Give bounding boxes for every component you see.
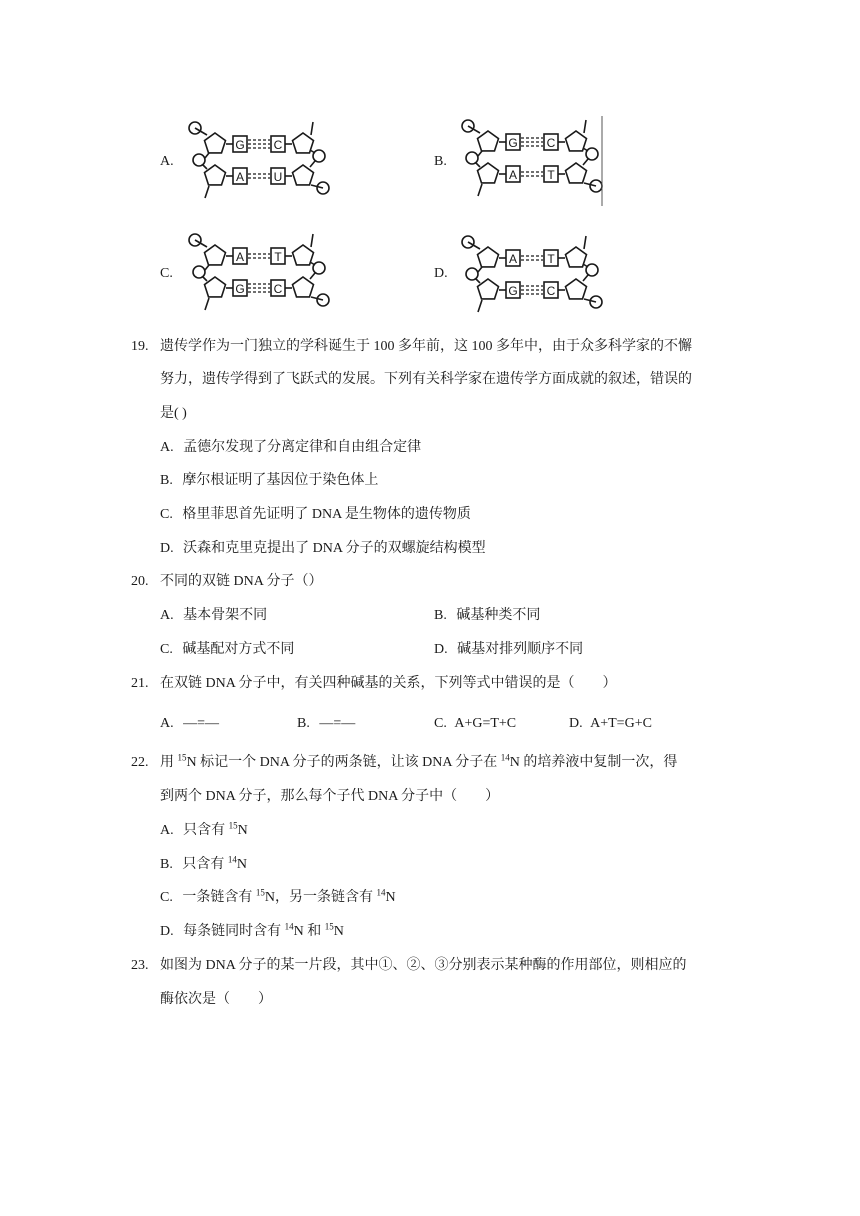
backbone-line — [311, 234, 313, 247]
base-letter: G — [508, 284, 518, 298]
q22-option-c-label: C. — [160, 890, 173, 905]
q20-option-d-text: 碱基对排列顺序不同 — [457, 642, 584, 657]
backbone-line — [478, 151, 482, 156]
base-letter: A — [235, 170, 245, 184]
base-letter: C — [273, 282, 283, 296]
dna-diagram-b — [458, 114, 606, 208]
q19-option-d-text: 沃森和克里克提出了 DNA 分子的双螺旋结构模型 — [183, 541, 486, 556]
base-letter: G — [235, 282, 245, 296]
base-letter: C — [273, 138, 283, 152]
q21-option-a-text: —=— — [183, 716, 220, 731]
q20-option-d-label: D. — [434, 642, 448, 657]
backbone-line — [310, 161, 315, 167]
q21-option-d-text: A+T=G+C — [590, 716, 652, 731]
base-letter: T — [547, 168, 555, 182]
q20-option-c-label: C. — [160, 642, 173, 657]
option-d-label: D. — [434, 266, 448, 281]
q21-option-a-label: A. — [160, 716, 174, 731]
phosphate-circle — [466, 268, 478, 280]
q21-option-d-label: D. — [569, 716, 583, 731]
base-letter: A — [235, 250, 245, 264]
backbone-line — [478, 184, 482, 196]
q22-option-d-label: D. — [160, 924, 174, 939]
sugar-pentagon — [205, 165, 226, 185]
backbone-line — [584, 236, 586, 249]
q19-option-d — [160, 539, 486, 559]
q22-option-d — [160, 922, 344, 942]
q22-stem-part: 用 — [160, 755, 178, 770]
backbone-line — [476, 163, 480, 167]
base-letter: U — [273, 170, 283, 184]
backbone-line — [205, 265, 209, 270]
q22-option-a-label: A. — [160, 823, 174, 838]
option-a-label: A. — [160, 154, 174, 169]
q21-option-b — [297, 714, 355, 734]
q21-option-c-label: C. — [434, 716, 447, 731]
sugar-pentagon — [205, 133, 226, 153]
q22-number: 22. — [131, 755, 149, 770]
q20-option-c — [160, 640, 294, 660]
q22-stem-part: N 的培养液中复制一次，得 — [509, 755, 678, 770]
q22-option-b-label: B. — [160, 857, 173, 872]
q21-stem: 在双链 DNA 分子中，有关四种碱基的关系，下列等式中错误的是（ ） — [160, 676, 617, 691]
sugar-pentagon — [478, 247, 499, 267]
option-b-label: B. — [434, 154, 447, 169]
base-letter: T — [547, 252, 555, 266]
q19-stem-line2: 努力，遗传学得到了飞跃式的发展。下列有关科学家在遗传学方面成就的叙述，错误的 — [160, 372, 692, 387]
base-letter: T — [274, 250, 282, 264]
dna-diagram-a — [185, 116, 335, 206]
isotope-superscript: 15 — [228, 820, 238, 831]
backbone-line — [478, 267, 482, 272]
q22-option-d-text: N — [333, 924, 344, 939]
q20-option-d — [434, 640, 583, 660]
q22-stem-part: N 标记一个 DNA 分子的两条链，让该 DNA 分子在 — [186, 755, 501, 770]
q21-option-a — [160, 714, 219, 734]
q21-option-b-label: B. — [297, 716, 310, 731]
q19-stem-line3: 是( ) — [160, 406, 187, 421]
q20-option-b-label: B. — [434, 608, 447, 623]
q23-number: 23. — [131, 958, 149, 973]
q19-option-c-text: 格里菲思首先证明了 DNA 是生物体的遗传物质 — [182, 507, 471, 522]
q20-option-a-text: 基本骨架不同 — [183, 608, 268, 623]
backbone-line — [310, 273, 315, 279]
q22-option-d-text: N 和 — [293, 924, 325, 939]
sugar-pentagon — [478, 163, 499, 183]
q19-option-d-label: D. — [160, 541, 174, 556]
backbone-line — [205, 298, 209, 310]
q22-option-a-text: 只含有 — [183, 823, 229, 838]
q22-option-c-text: 一条链含有 — [182, 890, 256, 905]
q22-option-b-text: N — [236, 857, 247, 872]
phosphate-circle — [193, 154, 205, 166]
backbone-line — [205, 186, 209, 198]
sugar-pentagon — [293, 277, 314, 297]
base-letter: A — [508, 168, 518, 182]
isotope-superscript: 15 — [255, 887, 265, 898]
phosphate-circle — [586, 264, 598, 276]
backbone-line — [583, 275, 588, 281]
q19-option-c-label: C. — [160, 507, 173, 522]
option-c-label: C. — [160, 266, 173, 281]
q22-option-b — [160, 855, 247, 875]
sugar-pentagon — [205, 245, 226, 265]
backbone-line — [311, 122, 313, 135]
backbone-line — [583, 159, 588, 165]
backbone-line — [205, 153, 209, 158]
phosphate-circle — [193, 266, 205, 278]
q21-option-c — [434, 714, 516, 734]
q22-option-a-text: N — [237, 823, 248, 838]
phosphate-circle — [466, 152, 478, 164]
backbone-line — [478, 300, 482, 312]
q21-option-b-text: —=— — [319, 716, 356, 731]
q22-option-b-text: 只含有 — [182, 857, 228, 872]
q23-stem-line1: 如图为 DNA 分子的某一片段，其中①、②、③分别表示某种酶的作用部位，则相应的 — [160, 958, 687, 973]
q19-option-b — [160, 471, 378, 491]
q19-option-a-text: 孟德尔发现了分离定律和自由组合定律 — [183, 440, 422, 455]
backbone-line — [203, 165, 207, 169]
q20-option-b-text: 碱基种类不同 — [456, 608, 541, 623]
q22-stem-line2: 到两个 DNA 分子，那么每个子代 DNA 分子中（ ） — [160, 789, 500, 804]
q19-option-b-text: 摩尔根证明了基因位于染色体上 — [182, 473, 379, 488]
isotope-superscript: 15 — [324, 921, 334, 932]
isotope-superscript: 15 — [177, 752, 187, 763]
sugar-pentagon — [566, 279, 587, 299]
isotope-superscript: 14 — [376, 887, 386, 898]
q19-option-a — [160, 438, 421, 458]
q19-stem-line1: 遗传学作为一门独立的学科诞生于 100 多年前，这 100 多年中，由于众多科学家的不懈 — [160, 339, 692, 354]
phosphate-circle — [313, 262, 325, 274]
base-letter: C — [546, 136, 556, 150]
q19-option-c — [160, 505, 471, 525]
sugar-pentagon — [293, 165, 314, 185]
q22-option-c — [160, 888, 396, 908]
phosphate-circle — [313, 150, 325, 162]
sugar-pentagon — [566, 163, 587, 183]
base-letter: C — [546, 284, 556, 298]
sugar-pentagon — [478, 131, 499, 151]
q19-number: 19. — [131, 339, 149, 354]
base-letter: G — [235, 138, 245, 152]
q23-stem-line2: 酶依次是（ ） — [160, 992, 272, 1007]
q22-option-a — [160, 821, 248, 841]
phosphate-circle — [586, 148, 598, 160]
q20-stem: 不同的双链 DNA 分子（） — [160, 574, 323, 589]
q19-option-a-label: A. — [160, 440, 174, 455]
q22-option-c-text: N，另一条链含有 — [264, 890, 377, 905]
dna-diagram-c — [185, 228, 335, 318]
q20-option-a — [160, 606, 267, 626]
q20-option-a-label: A. — [160, 608, 174, 623]
q21-number: 21. — [131, 676, 149, 691]
q22-option-d-text: 每条链同时含有 — [183, 924, 285, 939]
backbone-line — [584, 120, 586, 133]
isotope-superscript: 14 — [227, 854, 237, 865]
sugar-pentagon — [478, 279, 499, 299]
backbone-line — [476, 279, 480, 283]
q20-option-c-text: 碱基配对方式不同 — [182, 642, 295, 657]
q21-option-d — [569, 714, 652, 734]
q21-option-c-text: A+G=T+C — [454, 716, 517, 731]
isotope-superscript: 14 — [284, 921, 294, 932]
base-letter: G — [508, 136, 518, 150]
q19-option-b-label: B. — [160, 473, 173, 488]
q22-option-c-text: N — [385, 890, 396, 905]
q20-number: 20. — [131, 574, 149, 589]
q20-option-b — [434, 606, 540, 626]
backbone-line — [203, 277, 207, 281]
sugar-pentagon — [205, 277, 226, 297]
q22-stem-line1 — [160, 753, 677, 773]
dna-diagram-d — [458, 230, 608, 318]
isotope-superscript: 14 — [500, 752, 510, 763]
base-letter: A — [508, 252, 518, 266]
